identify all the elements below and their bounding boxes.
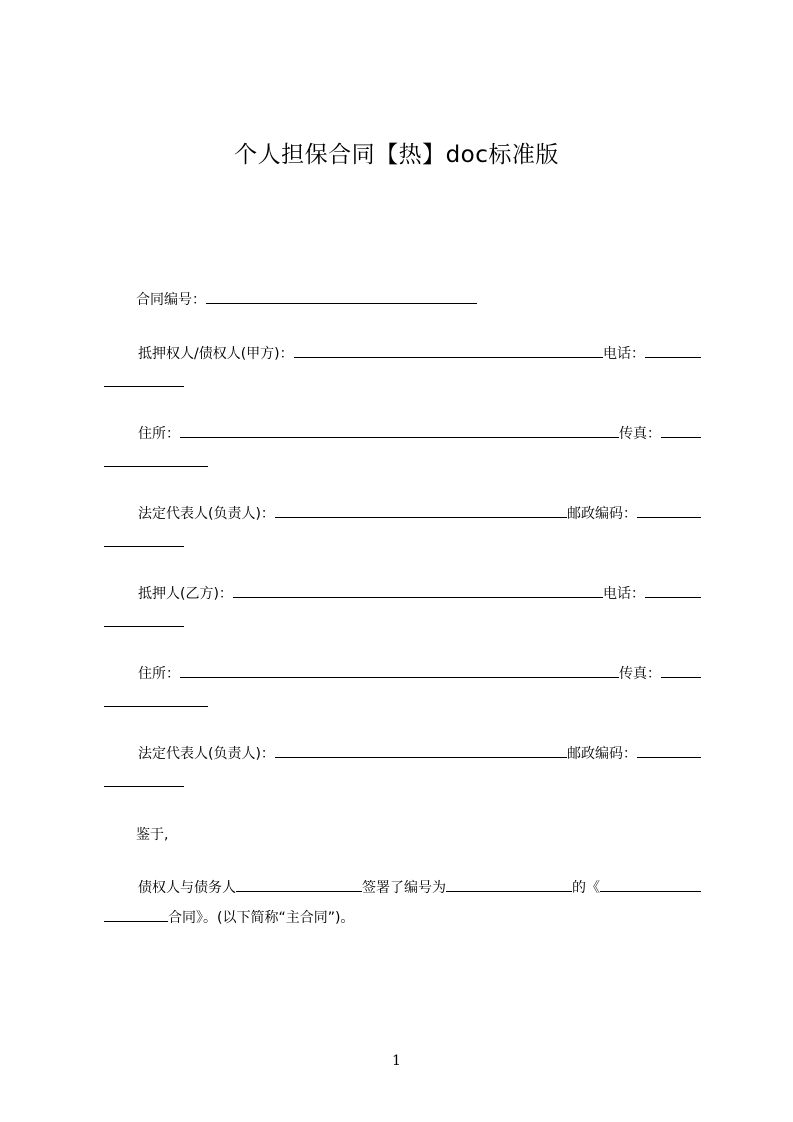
clause-part2: 签署了编号为: [362, 880, 446, 896]
pledgee-phone-blank-cont[interactable]: [104, 369, 184, 387]
contract-name-blank[interactable]: [600, 874, 701, 892]
pledgor-fax-blank[interactable]: [661, 660, 701, 678]
pledgee-fax-label: 传真：: [619, 426, 661, 442]
pledgee-address-label: 住所：: [138, 426, 180, 442]
clause-part1: 债权人与债务人: [138, 880, 236, 896]
pledgor-legal-rep-label: 法定代表人(负责人)：: [138, 746, 275, 762]
pledgee-postal-label: 邮政编码：: [567, 506, 637, 522]
pledgee-phone-blank[interactable]: [645, 340, 701, 358]
pledgee-legal-rep-field: [104, 499, 701, 559]
pledgor-field: [104, 579, 701, 639]
pledgor-postal-blank-cont[interactable]: [104, 769, 184, 787]
contract-number-field: [104, 285, 701, 315]
pledgor-address-blank[interactable]: [180, 660, 619, 678]
pledgor-legal-rep-field: [104, 739, 701, 799]
contract-number-blank[interactable]: [206, 286, 477, 304]
pledgee-address-field: [104, 419, 701, 479]
pledgor-legal-rep-blank[interactable]: [275, 740, 567, 758]
contract-number-label: 合同编号：: [136, 292, 206, 308]
pledgor-phone-label: 电话：: [603, 586, 645, 602]
pledgee-label: 抵押权人/债权人(甲方)：: [138, 346, 294, 362]
pledgor-postal-label: 邮政编码：: [567, 746, 637, 762]
whereas-label: 鉴于,: [136, 827, 169, 843]
pledgee-postal-blank-cont[interactable]: [104, 529, 184, 547]
pledgee-field: [104, 339, 701, 399]
pledgor-label: 抵押人(乙方)：: [138, 586, 233, 602]
pledgor-fax-blank-cont[interactable]: [104, 689, 208, 707]
pledgee-legal-rep-label: 法定代表人(负责人)：: [138, 506, 275, 522]
clause-part3: 的《: [572, 880, 600, 896]
contract-no-blank[interactable]: [446, 874, 572, 892]
main-contract-clause: [104, 873, 701, 933]
pledgee-fax-blank[interactable]: [661, 420, 701, 438]
pledgor-phone-blank[interactable]: [645, 580, 701, 598]
pledgee-fax-blank-cont[interactable]: [104, 449, 208, 467]
pledgee-address-blank[interactable]: [180, 420, 619, 438]
document-title: 个人担保合同【热】doc标准版: [234, 142, 559, 168]
debtor-blank[interactable]: [236, 874, 362, 892]
pledgor-fax-label: 传真：: [619, 666, 661, 682]
pledgee-postal-blank[interactable]: [637, 500, 701, 518]
pledgee-legal-rep-blank[interactable]: [275, 500, 567, 518]
pledgor-address-label: 住所：: [138, 666, 180, 682]
contract-name-blank-cont[interactable]: [104, 904, 168, 922]
pledgee-blank[interactable]: [294, 340, 603, 358]
pledgor-blank[interactable]: [233, 580, 603, 598]
page-number: 1: [392, 1053, 401, 1069]
pledgor-phone-blank-cont[interactable]: [104, 609, 184, 627]
whereas-paragraph: [104, 820, 701, 850]
pledgee-phone-label: 电话：: [603, 346, 645, 362]
clause-part4: 合同》。(以下简称“主合同”)。: [168, 910, 355, 926]
pledgor-address-field: [104, 659, 701, 719]
pledgor-postal-blank[interactable]: [637, 740, 701, 758]
